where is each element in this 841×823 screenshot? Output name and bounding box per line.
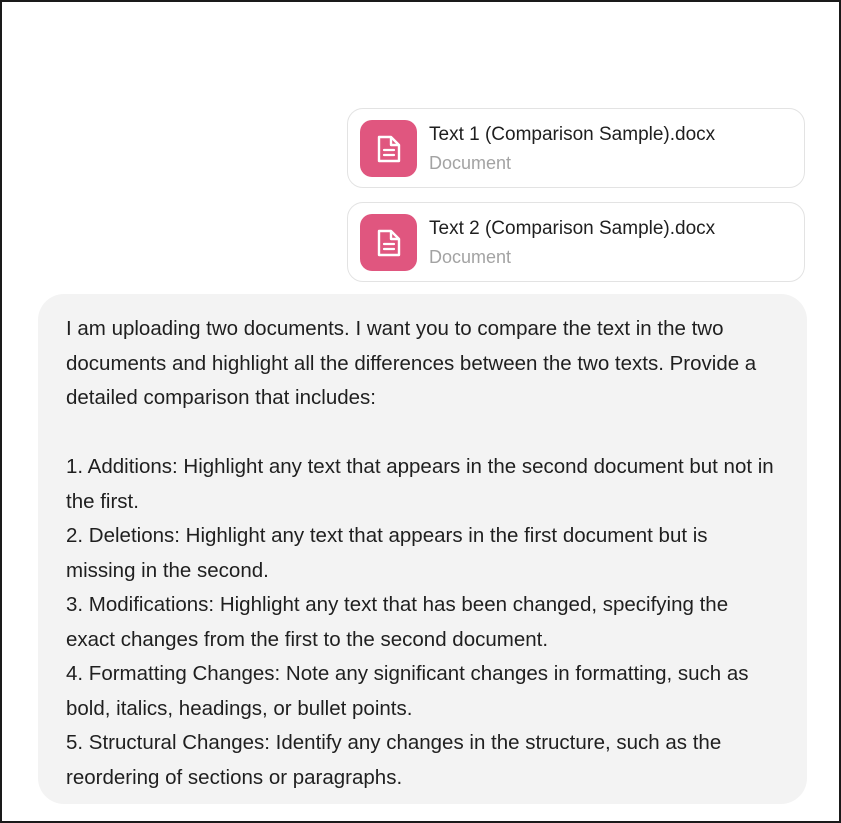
message-list-item: 2. Deletions: Highlight any text that appears in the first document but is missing in the second. xyxy=(66,524,708,582)
file-icon-tile xyxy=(360,120,417,177)
document-icon xyxy=(376,134,402,164)
file-icon-tile xyxy=(360,214,417,271)
message-list-item: 5. Structural Changes: Identify any changes in the structure, such as the reordering of sections or paragraphs. xyxy=(66,731,722,789)
message-list-item: 3. Modifications: Highlight any text that has been changed, specifying the exact changes from the first to the second document. xyxy=(66,593,729,651)
file-type: Document xyxy=(429,153,512,173)
file-name: Text 2 (Comparison Sample).docx xyxy=(429,218,716,239)
attachment-card[interactable] xyxy=(347,108,805,188)
user-message-bubble xyxy=(38,294,807,804)
document-icon xyxy=(376,228,402,258)
attachment-card[interactable] xyxy=(347,202,805,282)
message-intro: I am uploading two documents. I want you to compare the text in the two documents and highlight all the differences between the two texts. Provide a detailed comparison that includes: xyxy=(66,317,757,409)
message-list-item: 4. Formatting Changes: Note any significant changes in formatting, such as bold, italics, headings, or bullet points. xyxy=(66,662,749,720)
file-type: Document xyxy=(429,247,512,267)
message-list-item: 1. Additions: Highlight any text that appears in the second document but not in the first. xyxy=(66,455,774,513)
file-name: Text 1 (Comparison Sample).docx xyxy=(429,124,716,145)
